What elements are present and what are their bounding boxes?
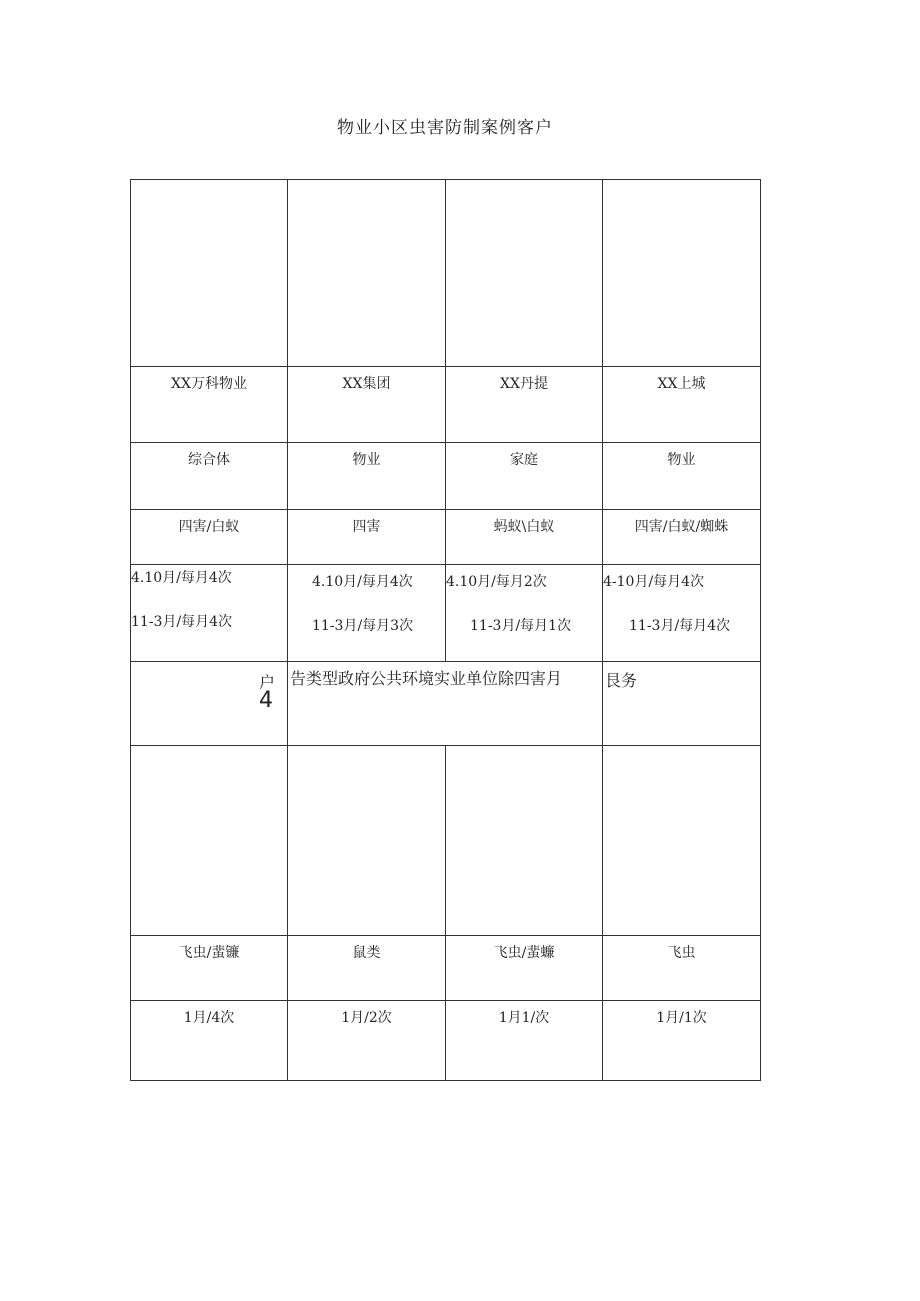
client-name: XX集团 <box>342 376 391 392</box>
frequency-cell <box>603 1001 761 1081</box>
frequency-winter: 11-3月/每月4次 <box>629 618 731 634</box>
frequency-cell <box>288 1001 446 1081</box>
client-type: 综合体 <box>188 452 230 468</box>
section-number: 4 <box>259 688 273 713</box>
frequency: 1月/2次 <box>341 1010 392 1026</box>
case-table <box>130 179 761 1081</box>
section-description: 告类型政府公共环境实业单位除四害月 <box>290 669 563 688</box>
photo-cell <box>446 180 603 367</box>
client-type-cell <box>288 443 446 510</box>
pest-type: 飞虫/蜚镰 <box>178 945 240 961</box>
frequency-cell <box>446 1001 603 1081</box>
frequency-winter: 11-3月/每月4次 <box>131 614 233 630</box>
client-name: XX万科物业 <box>171 376 247 392</box>
pest-cell <box>288 510 446 565</box>
client-name: XX上城 <box>657 376 706 392</box>
photo-cell <box>131 746 288 936</box>
pest-type: 四害/白蚁/蜘蛛 <box>634 519 729 535</box>
section-header-center <box>288 662 603 746</box>
pest-cell <box>603 510 761 565</box>
section-right-text: 艮务 <box>605 671 638 690</box>
client-name-cell <box>131 367 288 443</box>
frequency-cell <box>603 565 761 662</box>
pest-cell <box>446 510 603 565</box>
frequency-cell <box>446 565 603 662</box>
pest-type: 蚂蚁\白蚁 <box>493 519 555 535</box>
photo-cell <box>603 746 761 936</box>
frequency: 1月1/次 <box>498 1010 550 1026</box>
client-type-cell <box>131 443 288 510</box>
frequency-winter: 11-3月/每月1次 <box>470 618 572 634</box>
frequency-cell <box>288 565 446 662</box>
client-type-cell <box>446 443 603 510</box>
frequency-winter: 11-3月/每月3次 <box>312 618 414 634</box>
frequency: 1月/4次 <box>183 1010 235 1026</box>
client-name-cell <box>603 367 761 443</box>
client-type: 物业 <box>667 452 696 468</box>
photo-cell <box>603 180 761 367</box>
pest-cell <box>288 936 446 1001</box>
pest-type: 鼠类 <box>352 945 381 961</box>
frequency-summer: 4-10月/每月4次 <box>603 574 705 590</box>
pest-type: 飞虫/蜚蠊 <box>493 945 555 961</box>
frequency-summer: 4.10月/每月4次 <box>312 574 413 590</box>
pest-cell <box>446 936 603 1001</box>
page-title: 物业小区虫害防制案例客户 <box>337 118 553 138</box>
client-name: XX丹提 <box>500 376 548 392</box>
client-type: 家庭 <box>510 452 538 468</box>
photo-cell <box>288 180 446 367</box>
frequency: 1月/1次 <box>656 1010 707 1026</box>
frequency-summer: 4.10月/每月2次 <box>446 574 547 590</box>
section-char: 户 <box>258 673 275 692</box>
frequency-cell <box>131 1001 288 1081</box>
client-name-cell <box>446 367 603 443</box>
pest-type: 四害 <box>352 519 381 535</box>
photo-cell <box>131 180 288 367</box>
photo-cell <box>446 746 603 936</box>
client-name-cell <box>288 367 446 443</box>
pest-type: 飞虫 <box>667 945 696 961</box>
pest-type: 四害/白蚁 <box>178 519 240 535</box>
pest-cell <box>131 936 288 1001</box>
section-header-right <box>603 662 761 746</box>
frequency-cell <box>131 565 288 662</box>
client-type-cell <box>603 443 761 510</box>
frequency-summer: 4.10月/每月4次 <box>131 570 232 586</box>
pest-cell <box>603 936 761 1001</box>
section-header-left <box>131 662 288 746</box>
pest-cell <box>131 510 288 565</box>
client-type: 物业 <box>352 452 381 468</box>
photo-cell <box>288 746 446 936</box>
